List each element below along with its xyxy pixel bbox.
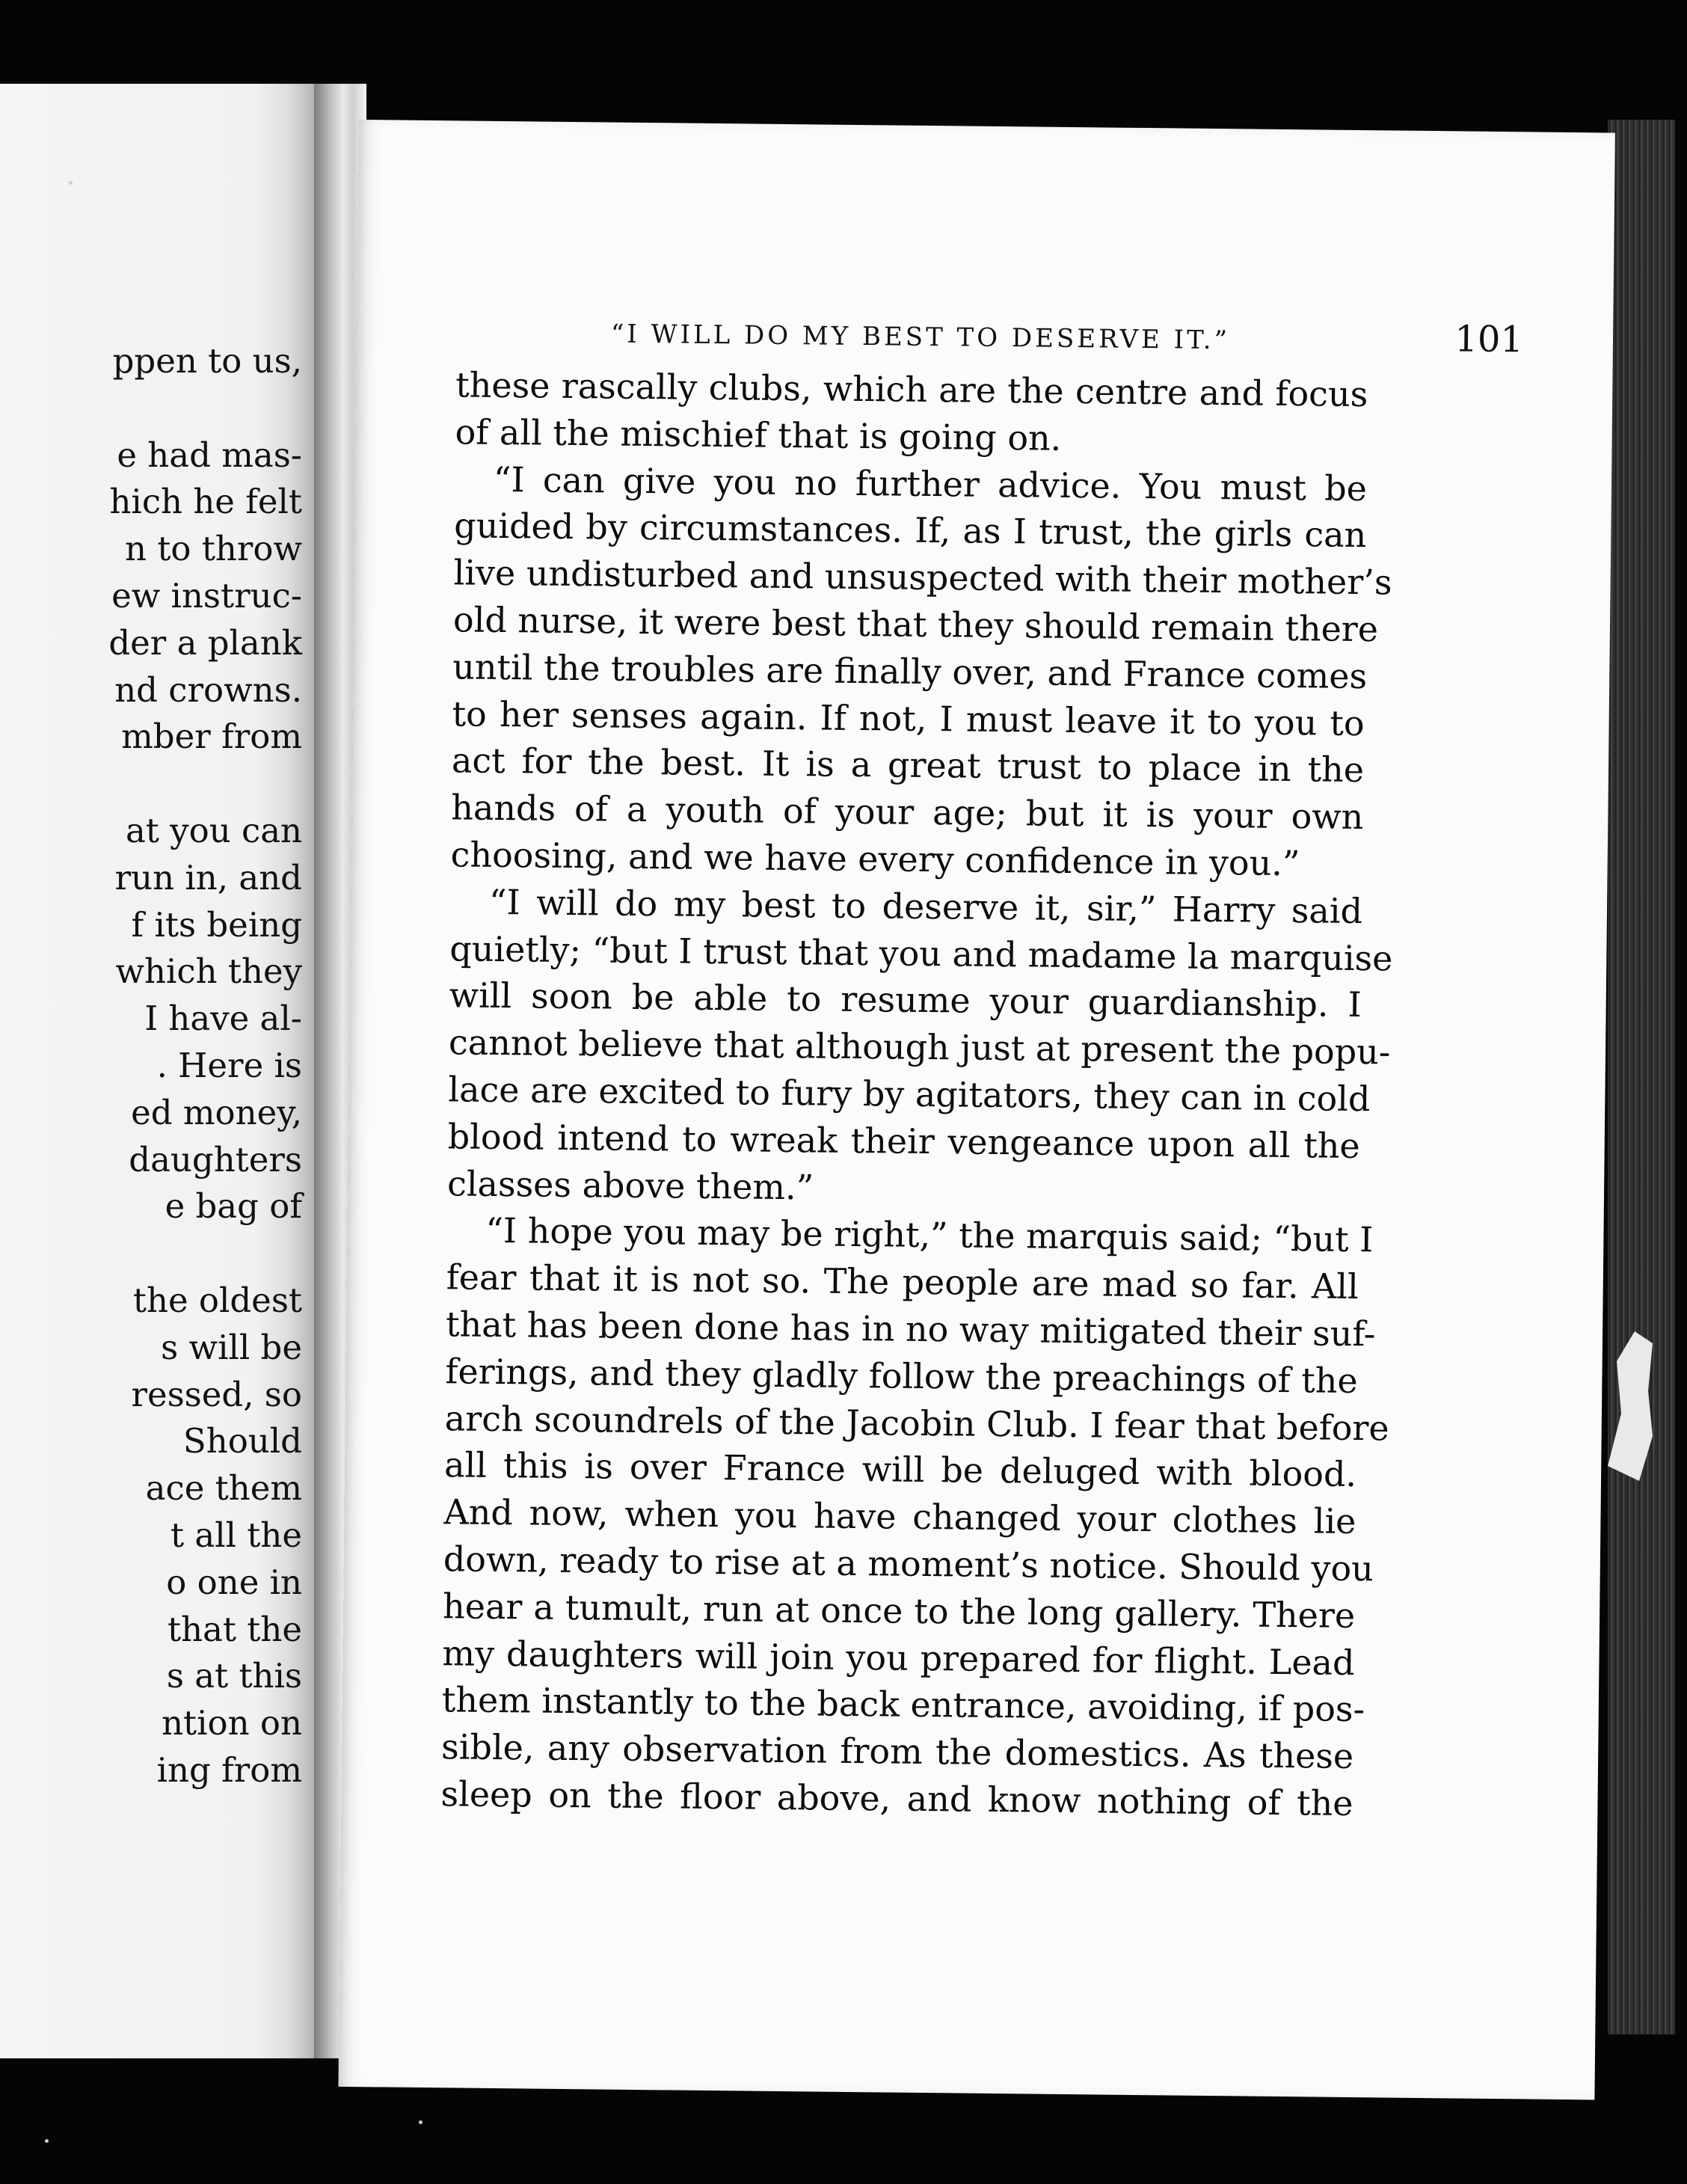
left-page-line: der a plank xyxy=(108,622,302,663)
page-edges xyxy=(1608,120,1675,2034)
text-line: cannot believe that although just at present the popu- xyxy=(448,1022,1391,1073)
text-line: “I can give you no further advice. You must be xyxy=(493,458,1368,509)
left-page-line: n to throw xyxy=(125,529,302,569)
text-line: act for the best. It is a great trust to place in the xyxy=(451,740,1365,791)
left-page-line: ressed, so xyxy=(131,1374,302,1414)
text-line: “I will do my best to deserve it, sir,” Harry said xyxy=(488,881,1363,931)
left-page-line: ed money, xyxy=(131,1092,302,1132)
dust-speck xyxy=(419,2120,422,2124)
text-line: that has been done has in no way mitigated their suf- xyxy=(445,1304,1376,1355)
text-line: choosing, and we have every confidence in you.” xyxy=(450,834,1300,884)
text-line: lace are excited to fury by agitators, they can in cold xyxy=(448,1069,1371,1120)
text-line: “I hope you may be right,” the marquis said; “but I xyxy=(485,1210,1374,1260)
text-line: And now, when you have changed your clothes lie xyxy=(443,1491,1356,1542)
text-line: until the troubles are finally over, and France comes xyxy=(452,646,1368,696)
left-page-line: f its being xyxy=(131,904,302,945)
running-title: “I WILL DO MY BEST TO DESERVE IT.” xyxy=(610,319,1231,356)
left-page-line: e had mas- xyxy=(117,435,302,475)
text-line: ferings, and they gladly follow the preachings of the xyxy=(445,1351,1358,1401)
left-page-line: s will be xyxy=(161,1327,302,1367)
left-page-line: o one in xyxy=(166,1562,302,1602)
left-page-line: I have al- xyxy=(144,999,302,1039)
text-line: live undisturbed and unsuspected with their mother’s xyxy=(453,552,1392,603)
text-line: old nurse, it were best that they should remain there xyxy=(452,599,1379,650)
body-text xyxy=(440,361,1393,1826)
text-line: blood intend to wreak their vengeance upon all the xyxy=(447,1116,1360,1166)
left-page-line: t all the xyxy=(170,1515,302,1555)
text-line: fear that it is not so. The people are mad so far. All xyxy=(446,1257,1359,1307)
left-page-line: ace them xyxy=(145,1468,302,1509)
left-page-line: ew instruc- xyxy=(111,576,302,616)
text-line: all this is over France will be deluged with blood. xyxy=(443,1444,1357,1495)
left-page-line: ing from xyxy=(156,1750,302,1790)
dust-speck xyxy=(69,181,73,185)
text-line: hands of a youth of your age; but it is your own xyxy=(451,787,1364,838)
right-page xyxy=(338,120,1614,2099)
left-page-line: that the xyxy=(168,1609,302,1649)
text-line: these rascally clubs, which are the centre and focus xyxy=(455,364,1368,415)
left-page-line: ntion on xyxy=(162,1703,302,1743)
text-line: of all the mischief that is going on. xyxy=(455,411,1062,458)
left-page-line: at you can xyxy=(125,811,302,850)
text-line: guided by circumstances. If, as I trust, the girls can xyxy=(454,505,1367,556)
left-page-line: Should xyxy=(182,1421,302,1461)
left-page-line: ppen to us, xyxy=(112,341,302,381)
text-line: sleep on the floor above, and know nothing of the xyxy=(440,1773,1353,1823)
text-line: sible, any observation from the domestics. As these xyxy=(440,1726,1354,1777)
left-page-line: . Here is xyxy=(156,1046,302,1085)
text-line: them instantly to the back entrance, avoiding, if pos- xyxy=(441,1679,1365,1730)
left-page-line: hich he felt xyxy=(109,482,302,522)
text-line: classes above them.” xyxy=(446,1162,814,1207)
text-line: my daughters will join you prepared for flight. Lead xyxy=(442,1632,1355,1683)
running-head xyxy=(611,310,1524,361)
left-page-line: run in, and xyxy=(114,857,302,898)
text-line: down, ready to rise at a moment’s notice. Should you xyxy=(443,1539,1374,1589)
text-line: hear a tumult, run at once to the long gallery. There xyxy=(442,1586,1356,1636)
left-page-line: daughters xyxy=(129,1139,302,1180)
dust-speck xyxy=(45,2139,49,2143)
page-number: 101 xyxy=(1454,318,1524,361)
left-page-line: e bag of xyxy=(165,1186,302,1227)
text-line: to her senses again. If not, I must leave it to you to xyxy=(452,693,1365,743)
text-line: will soon be able to resume your guardianship. I xyxy=(449,975,1362,1025)
left-page-line: s at this xyxy=(166,1656,302,1696)
left-page-line: which they xyxy=(115,951,302,992)
left-page-line: nd crowns. xyxy=(114,669,302,710)
text-line: arch scoundrels of the Jacobin Club. I fear that before xyxy=(444,1397,1389,1449)
text-line: quietly; “but I trust that you and madame la marquise xyxy=(449,927,1393,979)
left-page-line: the oldest xyxy=(132,1280,302,1320)
left-page xyxy=(0,84,329,2058)
left-page-line: mber from xyxy=(121,717,302,757)
